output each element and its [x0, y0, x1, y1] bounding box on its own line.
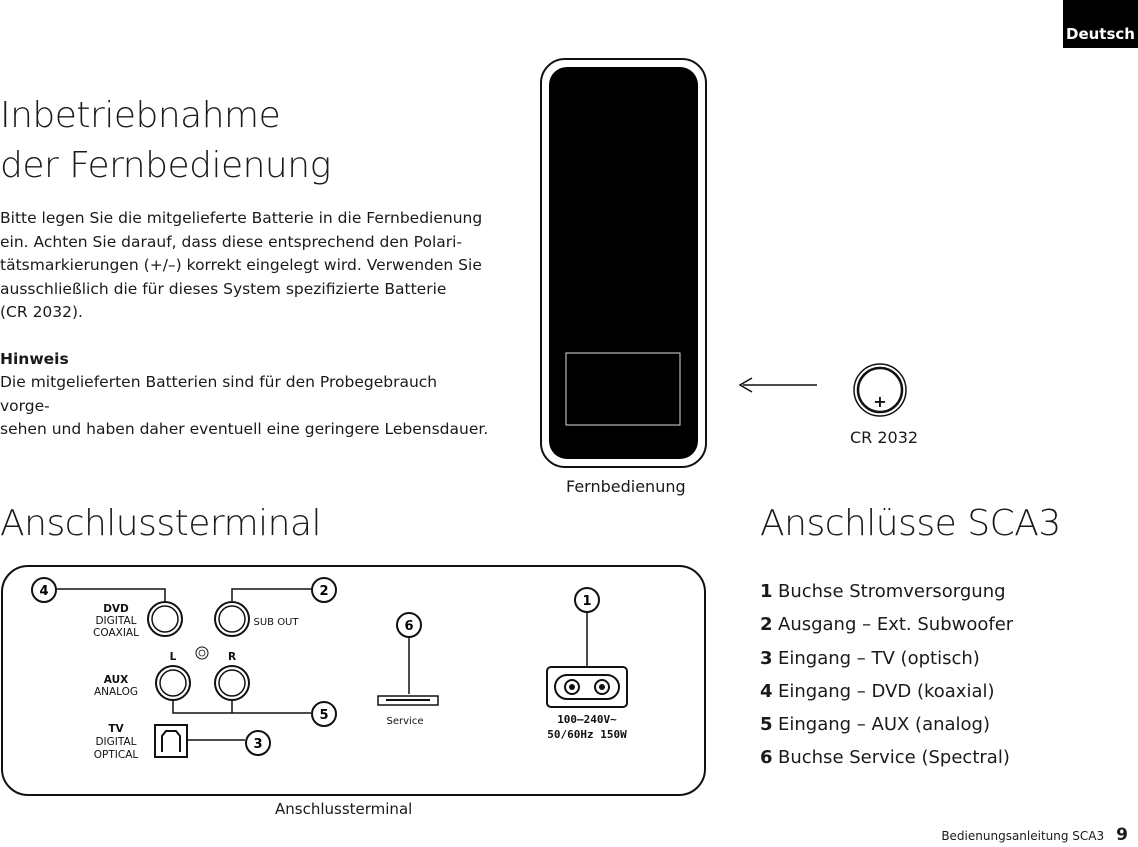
section-title-terminal: Anschlussterminal — [0, 503, 322, 544]
para-line: ausschließlich die für dieses System spezifizierte Batterie — [0, 279, 447, 298]
item-number: 4 — [760, 680, 773, 702]
section-title-connections: Anschlüsse SCA3 — [760, 503, 1061, 544]
list-item — [760, 675, 1013, 708]
list-item — [760, 642, 1013, 675]
badge-2-label: 2 — [319, 584, 329, 599]
manual-name: Bedienungsanleitung SCA3 — [941, 829, 1105, 843]
item-number: 3 — [760, 647, 773, 669]
tv-label-digital: DIGITAL — [95, 736, 137, 748]
list-item — [760, 608, 1013, 641]
power-rating-frequency: 50/60Hz 150W — [547, 728, 627, 741]
sub-out-jack — [215, 602, 249, 636]
item-number: 5 — [760, 714, 773, 736]
item-label: Buchse Service (Spectral) — [778, 747, 1010, 769]
list-item — [760, 708, 1013, 741]
note-heading: Hinweis — [0, 349, 69, 368]
connections-list — [760, 575, 1013, 775]
para-line: tätsmarkierungen (+/–) korrekt eingelegt wird. Verwenden Sie — [0, 256, 482, 274]
page-footer — [941, 825, 1128, 845]
list-item — [760, 575, 1013, 608]
battery-sign: + — [873, 392, 887, 411]
tv-label: TV — [108, 723, 124, 735]
language-tab: Deutsch — [1063, 0, 1138, 48]
note-line: sehen und haben daher eventuell eine geringere Lebensdauer. — [0, 420, 489, 438]
aux-left-jack — [156, 666, 190, 700]
para-line: (CR 2032). — [0, 303, 83, 321]
aux-label: AUX — [103, 674, 129, 686]
item-label: Eingang – TV (optisch) — [778, 647, 980, 669]
dvd-label-digital: DIGITAL — [95, 615, 137, 627]
left-channel-label: L — [169, 651, 177, 663]
sub-out-label: SUB OUT — [253, 617, 299, 628]
terminal-caption: Anschlussterminal — [275, 800, 413, 818]
tv-label-optical: OPTICAL — [93, 749, 139, 761]
item-number: 1 — [760, 581, 773, 602]
dvd-label-coaxial: COAXIAL — [93, 627, 139, 639]
screw-icon — [196, 647, 208, 659]
item-label: Eingang – AUX (analog) — [778, 714, 991, 736]
list-item — [760, 741, 1013, 774]
battery-label: CR 2032 — [850, 428, 919, 447]
note-line: Die mitgelieferten Batterien sind für den Probegebrauch vorge- — [0, 373, 438, 415]
item-number: 6 — [760, 747, 773, 769]
badge-3-label: 3 — [253, 737, 263, 752]
badge-4-label: 4 — [39, 584, 49, 599]
dvd-coax-jack — [148, 602, 182, 636]
badge-5-label: 5 — [319, 708, 329, 723]
badge-6-label: 6 — [404, 619, 414, 634]
section-title-remote-line2: der Fernbedienung — [0, 145, 331, 186]
para-line: ein. Achten Sie darauf, dass diese entsprechend den Polari- — [0, 232, 463, 251]
badge-1-label: 1 — [582, 594, 592, 609]
para-line: Bitte legen Sie die mitgelieferte Batterie in die Fernbedienung — [0, 209, 483, 227]
service-label: Service — [386, 716, 424, 727]
item-number: 2 — [760, 614, 773, 636]
aux-label-analog: ANALOG — [93, 686, 139, 698]
item-label: Eingang – DVD (koaxial) — [778, 680, 995, 702]
item-label: Ausgang – Ext. Subwoofer — [778, 614, 1014, 636]
page-number: 9 — [1116, 825, 1128, 845]
section-title-remote-line1: Inbetriebnahme — [0, 95, 281, 136]
right-channel-label: R — [227, 651, 237, 663]
dvd-label: DVD — [103, 603, 129, 615]
optical-port — [155, 725, 187, 757]
aux-right-jack — [215, 666, 249, 700]
remote-caption: Fernbedienung — [566, 477, 686, 496]
power-rating-voltage: 100–240V~ — [557, 713, 617, 726]
item-label: Buchse Stromversorgung — [778, 581, 1006, 602]
